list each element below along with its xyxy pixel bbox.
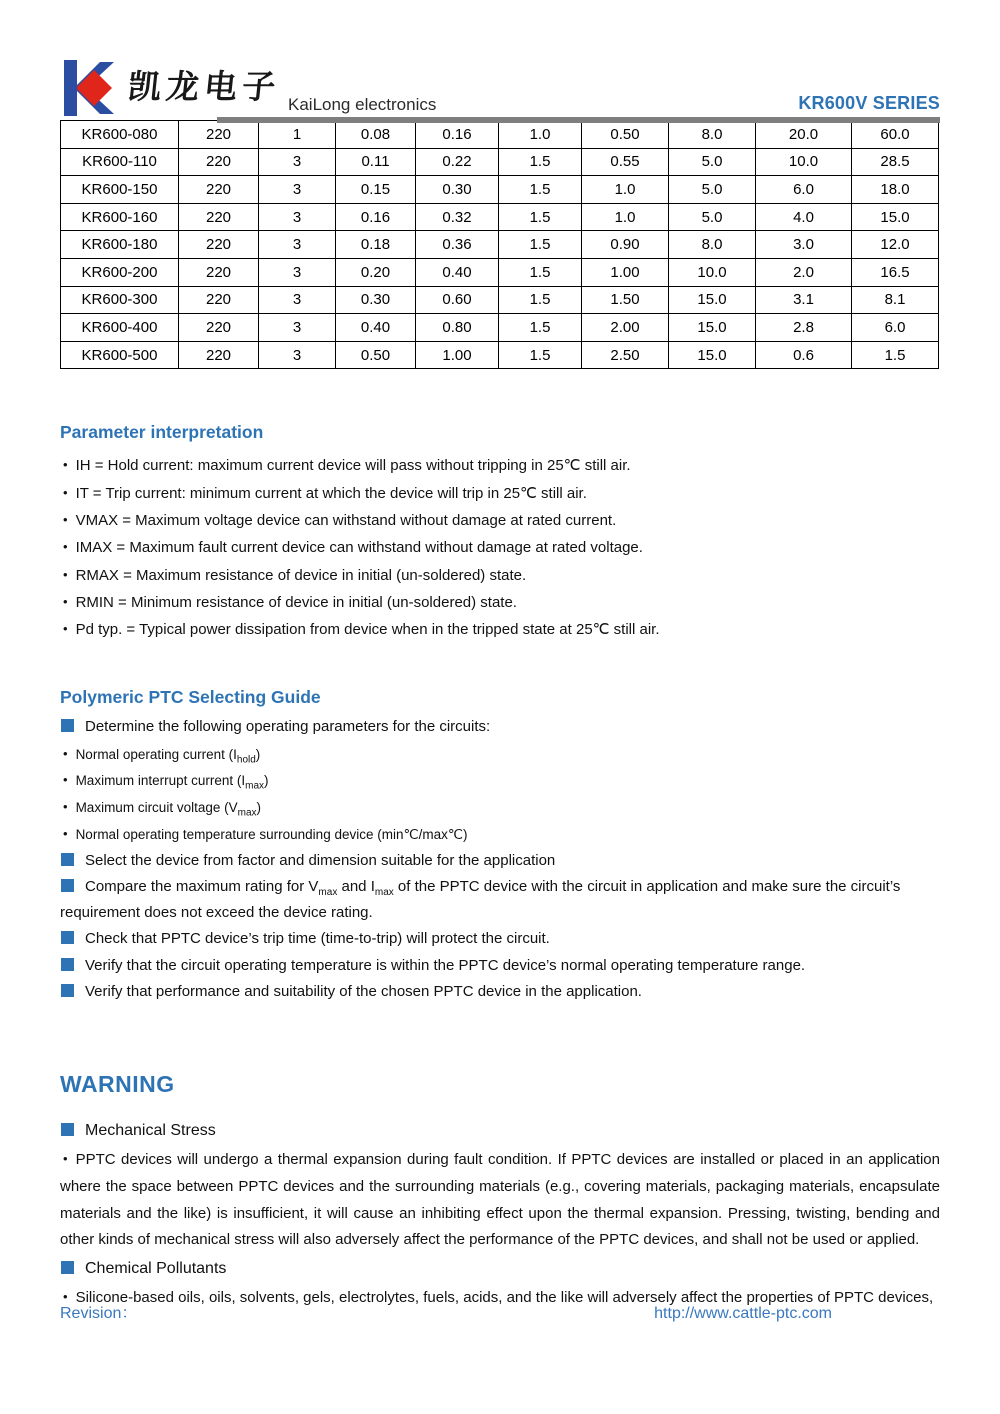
table-cell: 3 <box>259 286 336 314</box>
logo-chinese-text: 凯龙电子 <box>126 67 283 105</box>
table-cell: 15.0 <box>669 286 756 314</box>
table-cell: 1.5 <box>499 231 582 259</box>
table-cell: 0.30 <box>416 176 499 204</box>
list-item: • Normal operating temperature surrounding device (min℃/max℃) <box>60 821 940 848</box>
dot-bullet-icon: • <box>63 825 68 841</box>
list-item: • PPTC devices will undergo a thermal expansion during fault condition. If PPTC devices are installed or placed in an application where the space between PPTC devices and the surrounding materials (e.g., covering materials, packaging materials, encapsulate materials and the like) is insufficient, it will cause an inhibiting effect upon the thermal expansion. Pressing, twisting, bending and other kinds of mechanical stress will also adversely affect the performance of the PPTC devices, and shall not be used or applied. <box>60 1146 940 1253</box>
square-bullet-icon <box>61 1123 74 1136</box>
table-cell: 1.00 <box>416 341 499 369</box>
table-cell: KR600-200 <box>61 258 179 286</box>
table-cell: 1.0 <box>582 203 669 231</box>
website-link[interactable]: http://www.cattle-ptc.com <box>654 1305 832 1322</box>
spec-table <box>60 120 939 369</box>
table-cell: 1.50 <box>582 286 669 314</box>
list-item: • IH = Hold current: maximum current device will pass without tripping in 25℃ still air. <box>60 452 940 479</box>
table-cell: 1.5 <box>499 203 582 231</box>
warning-section <box>60 1071 940 1311</box>
table-cell: 6.0 <box>852 314 939 342</box>
dot-bullet-icon: • <box>63 484 68 500</box>
warning-title: WARNING <box>60 1071 175 1098</box>
table-cell: 18.0 <box>852 176 939 204</box>
table-cell: 10.0 <box>669 258 756 286</box>
dot-bullet-icon: • <box>63 799 68 815</box>
table-cell: 220 <box>179 286 259 314</box>
table-cell: 3 <box>259 341 336 369</box>
table-cell: 220 <box>179 231 259 259</box>
table-cell: 0.55 <box>582 148 669 176</box>
table-cell: 5.0 <box>669 203 756 231</box>
table-cell: KR600-400 <box>61 314 179 342</box>
table-cell: 0.15 <box>336 176 416 204</box>
table-cell: 12.0 <box>852 231 939 259</box>
table-cell: 2.50 <box>582 341 669 369</box>
list-item: Select the device from factor and dimension suitable for the application <box>60 848 940 874</box>
dot-bullet-icon: • <box>63 621 68 637</box>
table-cell: 8.0 <box>669 231 756 259</box>
square-bullet-icon <box>61 879 74 892</box>
table-cell: 0.60 <box>416 286 499 314</box>
list-item: Verify that performance and suitability of the chosen PPTC device in the application. <box>60 979 940 1005</box>
dot-bullet-icon: • <box>63 511 68 527</box>
list-item: Compare the maximum rating for $V_{max}$ and $I_{max}$ of the PPTC device with the circuit in application and make sure the circuit’s requirement does not exceed the device rating. <box>60 877 901 922</box>
table-cell: 1.5 <box>499 286 582 314</box>
table-cell: 20.0 <box>756 121 852 149</box>
table-cell: 15.0 <box>852 203 939 231</box>
list-item: Chemical Pollutants <box>60 1254 940 1284</box>
table-cell: 5.0 <box>669 148 756 176</box>
page-header <box>60 56 940 116</box>
selecting-guide-section <box>60 687 940 1005</box>
table-cell: 220 <box>179 341 259 369</box>
table-cell: 3.1 <box>756 286 852 314</box>
table-cell: 4.0 <box>756 203 852 231</box>
table-cell: 1.5 <box>499 148 582 176</box>
table-cell: KR600-160 <box>61 203 179 231</box>
list-item: • Maximum circuit voltage $(V_{max})$ <box>60 794 940 821</box>
table-cell: 0.40 <box>336 314 416 342</box>
table-cell: 0.32 <box>416 203 499 231</box>
dot-bullet-icon: • <box>63 1288 68 1304</box>
company-name: KaiLong electronics <box>288 95 437 114</box>
table-cell: 1.5 <box>499 258 582 286</box>
table-cell: 3 <box>259 231 336 259</box>
table-cell: 3 <box>259 258 336 286</box>
page-footer <box>60 1300 940 1323</box>
table-cell: 15.0 <box>669 314 756 342</box>
table-cell: 1.5 <box>499 314 582 342</box>
table-cell: 0.6 <box>756 341 852 369</box>
table-cell: 2.8 <box>756 314 852 342</box>
table-row <box>61 258 939 286</box>
table-cell: 220 <box>179 121 259 149</box>
table-cell: 2.00 <box>582 314 669 342</box>
table-cell: 5.0 <box>669 176 756 204</box>
list-item: Mechanical Stress <box>60 1116 940 1146</box>
table-row <box>61 203 939 231</box>
table-cell: 1.0 <box>499 121 582 149</box>
table-cell: 0.36 <box>416 231 499 259</box>
table-cell: 220 <box>179 314 259 342</box>
revision-label: Revision： <box>60 1305 138 1322</box>
square-bullet-icon <box>61 1261 74 1274</box>
list-item: Determine the following operating parameters for the circuits: <box>60 714 940 740</box>
table-cell: 220 <box>179 176 259 204</box>
list-item: • Maximum interrupt current $(I_{max})$ <box>60 767 940 794</box>
table-cell: 0.80 <box>416 314 499 342</box>
table-cell: 1.5 <box>499 341 582 369</box>
selecting-guide-list <box>60 714 940 1005</box>
table-cell: 0.50 <box>336 341 416 369</box>
warning-list <box>60 1116 940 1311</box>
table-cell: KR600-110 <box>61 148 179 176</box>
list-item: • Silicone-based oils, oils, solvents, gels, electrolytes, fuels, acids, and the like will adversely affect the properties of PPTC devices, <box>60 1284 940 1312</box>
list-item: • Normal operating current $(I_{hold})$ <box>60 741 940 768</box>
table-cell: 8.0 <box>669 121 756 149</box>
table-cell: 3 <box>259 148 336 176</box>
square-bullet-icon <box>61 853 74 866</box>
table-cell: 0.50 <box>582 121 669 149</box>
table-cell: 3 <box>259 203 336 231</box>
header-rule <box>217 117 940 123</box>
square-bullet-icon <box>61 984 74 997</box>
table-row <box>61 121 939 149</box>
table-cell: 0.90 <box>582 231 669 259</box>
dot-bullet-icon: • <box>63 772 68 788</box>
dot-bullet-icon: • <box>63 1151 68 1167</box>
dot-bullet-icon: • <box>63 593 68 609</box>
table-cell: 60.0 <box>852 121 939 149</box>
table-row <box>61 286 939 314</box>
table-cell: 10.0 <box>756 148 852 176</box>
table-cell: 220 <box>179 258 259 286</box>
list-item: • Pd typ. = Typical power dissipation from device when in the tripped state at 25℃ still air. <box>60 616 940 643</box>
table-cell: 1.5 <box>852 341 939 369</box>
table-cell: 28.5 <box>852 148 939 176</box>
table-cell: 0.11 <box>336 148 416 176</box>
table-cell: 0.40 <box>416 258 499 286</box>
list-item: Check that PPTC device’s trip time (time-to-trip) will protect the circuit. <box>60 926 940 952</box>
table-row <box>61 231 939 259</box>
list-item: • RMAX = Maximum resistance of device in initial (un-soldered) state. <box>60 562 940 589</box>
list-item: • IMAX = Maximum fault current device can withstand without damage at rated voltage. <box>60 534 940 561</box>
table-cell: 1.00 <box>582 258 669 286</box>
square-bullet-icon <box>61 958 74 971</box>
table-cell: 3.0 <box>756 231 852 259</box>
table-cell: 1.5 <box>499 176 582 204</box>
table-cell: KR600-500 <box>61 341 179 369</box>
selecting-guide-title: Polymeric PTC Selecting Guide <box>60 687 321 708</box>
kailong-logo-icon <box>60 60 120 116</box>
table-cell: KR600-180 <box>61 231 179 259</box>
parameter-interpretation-title: Parameter interpretation <box>60 422 264 443</box>
table-cell: 1.0 <box>582 176 669 204</box>
table-cell: 220 <box>179 148 259 176</box>
list-item: • RMIN = Minimum resistance of device in initial (un-soldered) state. <box>60 589 940 616</box>
dot-bullet-icon: • <box>63 566 68 582</box>
table-cell: 220 <box>179 203 259 231</box>
table-cell: 6.0 <box>756 176 852 204</box>
table-cell: 0.30 <box>336 286 416 314</box>
square-bullet-icon <box>61 719 74 732</box>
table-cell: 8.1 <box>852 286 939 314</box>
list-item: Verify that the circuit operating temperature is within the PPTC device’s normal operating temperature range. <box>60 953 940 979</box>
table-cell: 15.0 <box>669 341 756 369</box>
dot-bullet-icon: • <box>63 539 68 555</box>
table-cell: 0.08 <box>336 121 416 149</box>
table-cell: 0.16 <box>336 203 416 231</box>
table-cell: 0.16 <box>416 121 499 149</box>
table-cell: 0.20 <box>336 258 416 286</box>
table-cell: KR600-150 <box>61 176 179 204</box>
table-cell: 3 <box>259 176 336 204</box>
table-cell: 2.0 <box>756 258 852 286</box>
table-cell: KR600-300 <box>61 286 179 314</box>
dot-bullet-icon: • <box>63 745 68 761</box>
table-cell: KR600-080 <box>61 121 179 149</box>
table-row <box>61 341 939 369</box>
table-cell: 0.22 <box>416 148 499 176</box>
square-bullet-icon <box>61 931 74 944</box>
series-title: KR600V SERIES <box>798 93 940 113</box>
table-row <box>61 176 939 204</box>
list-item: • VMAX = Maximum voltage device can withstand without damage at rated current. <box>60 507 940 534</box>
table-cell: 3 <box>259 314 336 342</box>
parameter-interpretation-list <box>60 452 940 643</box>
table-cell: 0.18 <box>336 231 416 259</box>
table-cell: 1 <box>259 121 336 149</box>
table-row <box>61 314 939 342</box>
spec-table-body <box>61 121 939 369</box>
dot-bullet-icon: • <box>63 457 68 473</box>
parameter-interpretation-section <box>60 422 940 643</box>
table-row <box>61 148 939 176</box>
list-item: • IT = Trip current: minimum current at which the device will trip in 25℃ still air. <box>60 480 940 507</box>
table-cell: 16.5 <box>852 258 939 286</box>
kailong-logo <box>60 60 283 116</box>
